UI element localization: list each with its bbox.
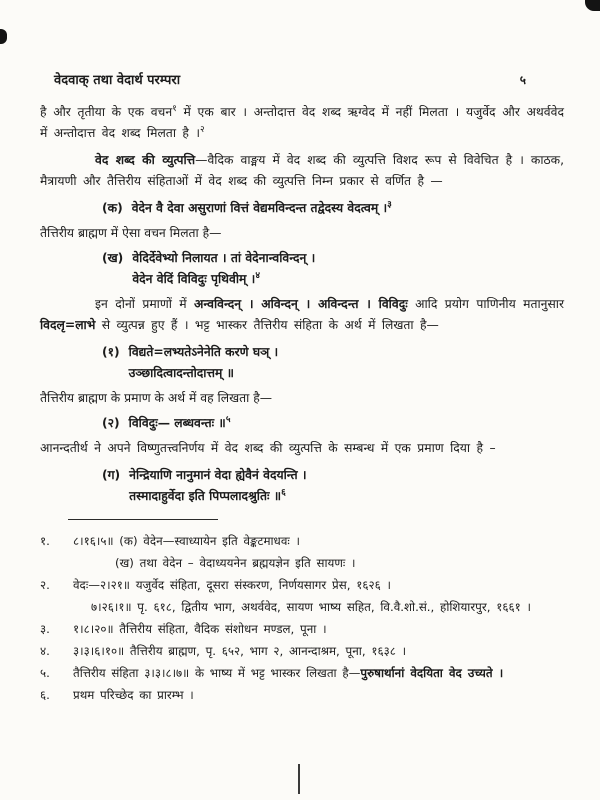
paragraph-intro xyxy=(40,102,564,144)
quote-1-line2: उञ्छादित्वादन्तोदात्तम् ॥ xyxy=(128,366,234,380)
footnote-6 xyxy=(40,684,564,706)
page-content xyxy=(40,70,564,706)
footnote-5 xyxy=(40,662,564,684)
footnote-3-body xyxy=(73,618,564,640)
footnote-2-body xyxy=(73,574,564,618)
footnote-3-line1: १।८।२०॥ तैत्तिरीय संहिता, वैदिक संशोधन मण्डल, पूना । xyxy=(73,622,327,636)
footnote-ref-4: ४ xyxy=(255,270,260,281)
paragraph-vyutpatti-text: —वैदिक वाङ्मय में वेद शब्द की व्युत्पत्ति विशद रूप से विवेचित है । काठक, मैत्रायणी और तैत्तिरीय संहिताओं में वेद शब्द की व्युत्पत्ति निम्न प्रकार से वर्णित है — xyxy=(40,153,565,188)
quote-1-text xyxy=(129,342,279,384)
page-number: ५ xyxy=(519,73,526,87)
footnote-4-body xyxy=(73,640,564,662)
scan-artifact-left-edge xyxy=(0,29,7,44)
bridge-taittiriya-pramana: तैत्तिरीय ब्राह्मण के प्रमाण के अर्थ में वह लिखता है— xyxy=(40,391,273,405)
paragraph-panini-text-2: आदि प्रयोग पाणिनीय मतानुसार xyxy=(407,297,564,311)
quote-ka xyxy=(102,198,564,219)
paragraph-panini xyxy=(40,294,564,336)
quote-ga-line1: नेन्द्रियाणि नानुमानं वेदा ह्येवैनं वेदयन्ति । xyxy=(129,468,307,482)
footnote-1-number: १. xyxy=(40,534,50,548)
quote-kha xyxy=(102,248,564,290)
footnote-1-line2: (ख) तथा वेदेन – वेदाध्ययनेन ब्रह्मयज्ञेन इति सायणः । xyxy=(115,556,356,570)
section-lead: वेद शब्द की व्युत्पत्ति xyxy=(95,153,196,167)
paragraph-panini-text-3: से व्युत्पन्न हुए हैं । भट्ट भास्कर तैत्तिरीय संहिता के अर्थ में लिखता है— xyxy=(95,318,439,332)
footnote-5-bold: पुरुषार्थानां वेदयिता वेद उच्यते । xyxy=(360,666,504,680)
quote-ga-label: (ग) xyxy=(102,468,121,482)
quote-ga-text xyxy=(129,465,306,507)
footnote-4 xyxy=(40,640,564,662)
quote-kha-line2 xyxy=(132,269,315,290)
footnote-1-body xyxy=(73,530,564,574)
footnote-3 xyxy=(40,618,564,640)
quote-2 xyxy=(102,413,564,434)
footnote-ref-5: ५ xyxy=(225,414,231,425)
footnote-4-line1: ३।३।६।१०॥ तैत्तिरीय ब्राह्मण, पृ. ६५२, भाग २, आनन्दाश्रम, पूना, १६३८ । xyxy=(73,644,407,658)
page-title: वेदवाक् तथा वेदार्थ परम्परा xyxy=(54,73,181,88)
footnote-ref-6: ६ xyxy=(281,487,286,498)
quote-ka-label: (क) xyxy=(102,201,123,215)
quote-1-label: (१) xyxy=(102,345,120,359)
quote-kha-label: (ख) xyxy=(102,251,124,265)
quote-1 xyxy=(102,342,564,384)
scan-artifact-top-right xyxy=(585,0,600,11)
bridge-taittiriya-brahmana: तैत्तिरीय ब्राह्मण में ऐसा वचन मिलता है— xyxy=(40,226,222,240)
footnote-1-line1: ८।१६।५॥ (क) वेदेन—स्वाध्यायेन इति वेङ्कटमाधवः । xyxy=(73,534,300,548)
quote-kha-text xyxy=(132,248,315,290)
paragraph-panini-bold-2: विदलृ=लाभे xyxy=(40,318,96,332)
footnote-4-number: ४. xyxy=(40,644,50,658)
footnote-6-body xyxy=(73,684,564,706)
scan-artifact-bottom-line xyxy=(298,764,300,794)
footnote-5-text: तैत्तिरीय संहिता ३।३।८।७॥ के भाष्य में भट्ट भास्कर लिखता है— xyxy=(73,666,361,680)
paragraph-panini-bold-1: अन्वविन्दन् । अविन्दन् । अविन्दन्त । विविदुः xyxy=(194,297,408,311)
paragraph-intro-text-1: है और तृतीया के एक वचन xyxy=(40,105,173,119)
quote-2-text xyxy=(129,413,231,434)
footnote-ref-3: ३ xyxy=(387,199,392,210)
paragraph-intro-text-2: में एक बार । अन्तोदात्त वेद शब्द ऋग्वेद में नहीं मिलता । यजुर्वेद और अथर्ववेद में अन्तोदात्त वेद शब्द मिलता है । xyxy=(40,105,564,140)
quote-2-label: (२) xyxy=(102,416,120,430)
quote-ga-line2-text: तस्मादाहुर्वेदा इति पिप्पलादश्रुतिः ॥ xyxy=(129,489,282,503)
paragraph-panini-text-1: इन दोनों प्रमाणों में xyxy=(95,297,195,311)
footnote-3-number: ३. xyxy=(40,622,50,636)
quote-1-line1: विद्यते=लभ्यतेऽनेनेति करणे घञ् । xyxy=(128,345,279,359)
quote-ka-line1: वेदेन वै देवा असुराणां वित्तं वेद्यमविन्दन्त तद्वेदस्य वेदत्वम् । xyxy=(131,201,388,215)
footnote-separator xyxy=(68,519,218,520)
footnote-1 xyxy=(40,530,564,574)
footnote-2-line1: वेदः—२।२१॥ यजुर्वेद संहिता, दूसरा संस्करण, निर्णयसागर प्रेस, १६२६ । xyxy=(73,578,391,592)
footnote-5-number: ५. xyxy=(40,666,50,680)
paragraph-vyutpatti xyxy=(40,150,564,192)
footnote-2-line2: ७।२६।१॥ पृ. ६१८, द्वितीय भाग, अथर्ववेद, सायण भाष्य सहित, वि.वै.शो.सं., होशियारपुर, १६६१ । xyxy=(91,600,531,614)
footnote-2 xyxy=(40,574,564,618)
footnote-6-line1: प्रथम परिच्छेद का प्रारम्भ । xyxy=(73,688,194,702)
paragraph-anandatirtha: आनन्दतीर्थ ने अपने विष्णुतत्त्वनिर्णय में वेद शब्द की व्युत्पत्ति के सम्बन्ध में एक प्रमाण दिया है – xyxy=(40,441,496,455)
quote-2-line1: विविदुः— लब्धवन्तः ॥ xyxy=(128,416,226,430)
quote-kha-line1: वेदिर्देवेभ्यो निलायत । तां वेदेनान्वविन्दन् । xyxy=(132,251,316,265)
quote-ka-text xyxy=(132,198,392,219)
quote-ga xyxy=(102,465,564,507)
footnote-2-number: २. xyxy=(40,578,50,592)
footnote-6-number: ६. xyxy=(40,688,50,702)
footnotes-section xyxy=(40,530,564,706)
footnote-ref-2: २ xyxy=(200,124,205,135)
footnote-ref-1: १ xyxy=(172,103,177,114)
quote-kha-line2-text: वेदेन वेदिं विविदुः पृथिवीम् । xyxy=(132,272,256,286)
quote-ga-line2 xyxy=(129,486,306,507)
running-header xyxy=(54,70,564,88)
footnote-5-body xyxy=(73,662,564,684)
